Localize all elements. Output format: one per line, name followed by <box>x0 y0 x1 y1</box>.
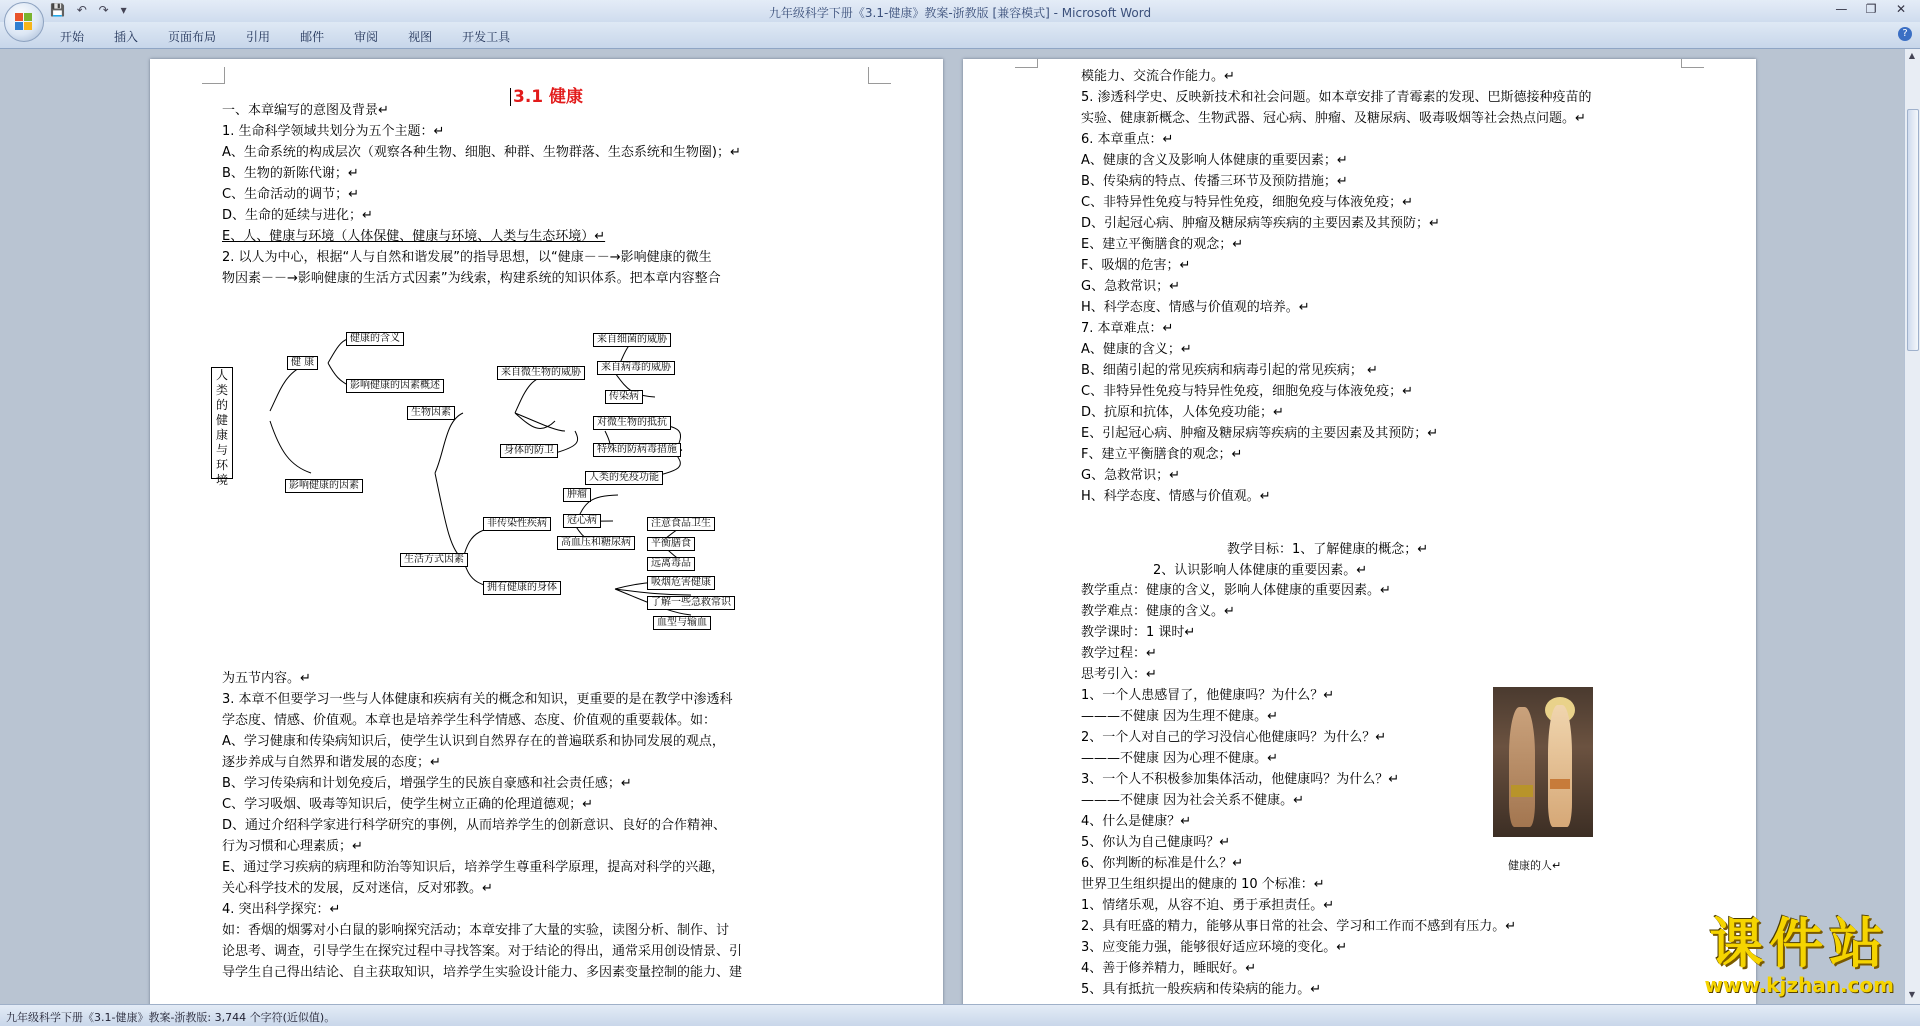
site-watermark <box>1704 912 1894 997</box>
text-line: C、生命活动的调节；↵ <box>222 187 359 202</box>
text-line: C、非特异性免疫与特异性免疫，细胞免疫与体液免疫；↵ <box>1081 195 1413 210</box>
text-line: D、抗原和抗体，人体免疫功能；↵ <box>1081 405 1284 420</box>
text-line: D、引起冠心病、肿瘤及糖尿病等疾病的主要因素及其预防；↵ <box>1081 216 1440 231</box>
window-title: 九年级科学下册《3.1-健康》教案-浙教版 [兼容模式] - Microsoft Word <box>768 6 1152 20</box>
mindmap-node: 人类的免疫功能 <box>585 471 663 485</box>
text-line: 6. 本章重点：↵ <box>1081 132 1174 147</box>
mindmap-node: 来自病毒的威胁 <box>597 361 675 375</box>
ribbon-tabs-bar <box>0 22 1920 49</box>
text-line: 一、本章编写的意图及背景↵ <box>222 103 389 118</box>
save-icon[interactable]: 💾 <box>50 3 65 17</box>
mindmap-node: 身体的防卫 <box>500 444 558 458</box>
page-title <box>510 82 583 107</box>
text-line: ———不健康 因为心理不健康。↵ <box>1081 751 1279 766</box>
ribbon-tab[interactable]: 插入 <box>114 30 139 44</box>
mindmap-node: 血型与输血 <box>653 616 711 630</box>
restore-icon[interactable]: ❐ <box>1865 2 1877 16</box>
text-line: 4. 突出科学探究：↵ <box>222 902 341 917</box>
scroll-down-icon[interactable]: ▼ <box>1908 990 1916 999</box>
mindmap-node: 生活方式因素 <box>400 553 468 567</box>
mindmap-node: 来自细菌的威胁 <box>593 333 671 347</box>
text-line: 1、情绪乐观，从容不迫、勇于承担责任。↵ <box>1081 898 1335 913</box>
teaching-goal-2: 2、认识影响人体健康的重要因素。↵ <box>1153 563 1368 578</box>
text-line: H、科学态度、情感与价值观的培养。↵ <box>1081 300 1310 315</box>
text-line: E、建立平衡膳食的观念；↵ <box>1081 237 1244 252</box>
text-line: 5. 渗透科学史、反映新技术和社会问题。如本章安排了青霉素的发现、巴斯德接种疫苗的 <box>1081 90 1592 105</box>
document-area <box>0 49 1905 1004</box>
mindmap-node: 高血压和糖尿病 <box>557 536 635 550</box>
text-line: 行为习惯和心理素质；↵ <box>222 839 363 854</box>
mindmap-node: 特殊的防病毒措施 <box>593 443 681 457</box>
text-line: 2. 以人为中心，根据“人与自然和谐发展”的指导思想，以“健康－－→影响健康的微生 <box>222 250 712 265</box>
text-line: 逐步养成与自然界和谐发展的态度；↵ <box>222 755 441 770</box>
office-logo-icon <box>15 13 33 31</box>
mindmap-node: 冠心病 <box>563 514 601 528</box>
ribbon-tab[interactable]: 邮件 <box>300 30 325 44</box>
mindmap-node: 拥有健康的身体 <box>483 581 561 595</box>
scroll-thumb[interactable] <box>1907 109 1919 351</box>
text-line: 4、善于修养精力，睡眠好。↵ <box>1081 961 1257 976</box>
text-line: 2、一个人对自己的学习没信心他健康吗？为什么？↵ <box>1081 730 1387 745</box>
text-line: A、学习健康和传染病知识后，使学生认识到自然界存在的普遍联系和协同发展的观点， <box>222 734 725 749</box>
ribbon-tab[interactable]: 开发工具 <box>462 30 511 44</box>
text-line: B、细菌引起的常见疾病和病毒引起的常见疾病； ↵ <box>1081 363 1378 378</box>
mindmap-node: 吸烟危害健康 <box>647 576 715 590</box>
document-page-left <box>150 59 943 1004</box>
mindmap-node: 远离毒品 <box>647 557 695 571</box>
text-line: G、急救常识；↵ <box>1081 279 1180 294</box>
text-line: 3. 本章不但要学习一些与人体健康和疾病有关的概念和知识，更重要的是在教学中渗透科 <box>222 692 733 707</box>
text-line: A、健康的含义；↵ <box>1081 342 1192 357</box>
text-line: A、健康的含义及影响人体健康的重要因素；↵ <box>1081 153 1348 168</box>
text-line: C、学习吸烟、吸毒等知识后，使学生树立正确的伦理道德观；↵ <box>222 797 593 812</box>
watermark-url: www.kjzhan.com <box>1704 973 1894 997</box>
text-line: 为五节内容。↵ <box>222 671 311 686</box>
mindmap-node: 注意食品卫生 <box>647 517 715 531</box>
text-line: D、生命的延续与进化；↵ <box>222 208 373 223</box>
mindmap-node: 生物因素 <box>407 406 455 420</box>
mindmap-node: 健康的含义 <box>346 332 404 346</box>
text-line: D、通过介绍科学家进行科学研究的事例，从而培养学生的创新意识、良好的合作精神、 <box>222 818 727 833</box>
text-line: 实验、健康新概念、生物武器、冠心病、肿瘤、及糖尿病、吸毒吸烟等社会热点问题。↵ <box>1081 111 1586 126</box>
text-line: B、生物的新陈代谢；↵ <box>222 166 359 181</box>
status-bar <box>0 1004 1920 1026</box>
text-line: 6、你判断的标准是什么？↵ <box>1081 856 1244 871</box>
undo-icon[interactable]: ↶ <box>76 3 87 17</box>
document-page-right <box>963 59 1756 1004</box>
ribbon-tab[interactable]: 开始 <box>60 30 85 44</box>
mind-map <box>205 331 845 646</box>
ribbon-tab[interactable]: 审阅 <box>354 30 379 44</box>
text-line: A、生命系统的构成层次（观察各种生物、细胞、种群、生物群落、生态系统和生物圈)；↵ <box>222 145 741 160</box>
text-line: E、引起冠心病、肿瘤及糖尿病等疾病的主要因素及其预防；↵ <box>1081 426 1439 441</box>
text-line: B、传染病的特点、传播三环节及预防措施；↵ <box>1081 174 1348 189</box>
mindmap-node: 平衡膳食 <box>647 537 695 551</box>
text-line: 教学重点：健康的含义，影响人体健康的重要因素。↵ <box>1081 583 1391 598</box>
text-line: 论思考、调查，引导学生在探究过程中寻找答案。对于结论的得出，通常采用创设情景、引 <box>222 944 743 959</box>
text-line: 1. 生命科学领域共划分为五个主题：↵ <box>222 124 445 139</box>
text-line: 4、什么是健康？↵ <box>1081 814 1192 829</box>
text-line: 1、一个人患感冒了，他健康吗？为什么？↵ <box>1081 688 1335 703</box>
mindmap-node: 了解一些急救常识 <box>647 596 735 610</box>
mindmap-node: 非传染性疾病 <box>483 517 551 531</box>
text-line: 3、应变能力强，能够很好适应环境的变化。↵ <box>1081 940 1348 955</box>
mindmap-node: 传染病 <box>605 390 643 404</box>
mindmap-node: 来自微生物的威胁 <box>497 366 585 380</box>
minimize-icon[interactable]: — <box>1835 2 1848 16</box>
mindmap-node: 健 康 <box>287 356 318 370</box>
text-line: 5、具有抵抗一般疾病和传染病的能力。↵ <box>1081 982 1322 997</box>
customize-qat-icon[interactable]: ▾ <box>120 3 127 17</box>
healthy-people-image <box>1493 687 1593 837</box>
close-icon[interactable]: ✕ <box>1895 2 1907 16</box>
text-line: 教学课时：1 课时↵ <box>1081 625 1196 640</box>
text-line: 模能力、交流合作能力。↵ <box>1081 69 1235 84</box>
vertical-scrollbar[interactable] <box>1904 49 1920 1004</box>
mindmap-node: 肿瘤 <box>563 488 591 502</box>
text-line: E、通过学习疾病的病理和防治等知识后，培养学生尊重科学原理，提高对科学的兴趣， <box>222 860 725 875</box>
text-line: 5、你认为自己健康吗？↵ <box>1081 835 1231 850</box>
text-line: G、急救常识；↵ <box>1081 468 1180 483</box>
text-line: F、建立平衡膳食的观念；↵ <box>1081 447 1243 462</box>
text-line: 导学生自己得出结论、自主获取知识，培养学生实验设计能力、多因素变量控制的能力、建 <box>222 965 743 980</box>
watermark-brand: 课件站 <box>1709 912 1890 975</box>
text-line: 思考引入：↵ <box>1081 667 1157 682</box>
mindmap-node: 对微生物的抵抗 <box>593 416 671 430</box>
mindmap-node: 影响健康的因素 <box>285 479 363 493</box>
text-line: 2、具有旺盛的精力，能够从事日常的社会、学习和工作而不感到有压力。↵ <box>1081 919 1517 934</box>
window-controls <box>1828 2 1914 16</box>
text-line: B、学习传染病和计划免疫后，增强学生的民族自豪感和社会责任感；↵ <box>222 776 632 791</box>
text-line: 关心科学技术的发展，反对迷信，反对邪教。↵ <box>222 881 493 896</box>
mindmap-root: 人类的健康与环境 <box>211 367 233 479</box>
image-caption: 健康的人↵ <box>1508 859 1562 872</box>
text-line: 3、一个人不积极参加集体活动，他健康吗？为什么？↵ <box>1081 772 1400 787</box>
office-button[interactable] <box>4 2 44 42</box>
title-bar <box>0 0 1920 22</box>
text-line: 教学难点：健康的含义。↵ <box>1081 604 1235 619</box>
text-line: ———不健康 因为社会关系不健康。↵ <box>1081 793 1305 808</box>
text-line: 如：香烟的烟雾对小白鼠的影响探究活动；本章安排了大量的实验，读图分析、制作、讨 <box>222 923 730 938</box>
text-line: 7. 本章难点：↵ <box>1081 321 1174 336</box>
ribbon-tabs <box>60 28 540 45</box>
status-text: 九年级科学下册《3.1-健康》教案-浙教版: 3,744 个字符(近似值)。 <box>6 1011 336 1024</box>
mindmap-node: 影响健康的因素概述 <box>346 379 444 393</box>
text-line: E、人、健康与环境（人体保健、健康与环境、人类与生态环境）↵ <box>222 229 606 244</box>
text-cursor <box>510 88 511 106</box>
text-line: 世界卫生组织提出的健康的 10 个标准：↵ <box>1081 877 1325 892</box>
help-icon[interactable]: ? <box>1898 27 1912 41</box>
text-line: 物因素－－→影响健康的生活方式因素”为线索，构建系统的知识体系。把本章内容整合 <box>222 271 721 286</box>
ribbon-tab[interactable]: 页面布局 <box>168 30 217 44</box>
scroll-up-icon[interactable]: ▲ <box>1908 51 1916 60</box>
text-line: 教学过程：↵ <box>1081 646 1157 661</box>
text-line: F、吸烟的危害；↵ <box>1081 258 1191 273</box>
text-line: 学态度、情感、价值观。本章也是培养学生科学情感、态度、价值观的重要载体。如： <box>222 713 717 728</box>
text-line: H、科学态度、情感与价值观。↵ <box>1081 489 1271 504</box>
ribbon-tab[interactable]: 视图 <box>408 30 433 44</box>
title-text: 3.1 健康 <box>513 87 584 107</box>
teaching-goal-1: 教学目标：1、了解健康的概念；↵ <box>1227 542 1429 557</box>
text-line: C、非特异性免疫与特异性免疫，细胞免疫与体液免疫；↵ <box>1081 384 1413 399</box>
ribbon-tab[interactable]: 引用 <box>246 30 271 44</box>
redo-icon[interactable]: ↷ <box>98 3 109 17</box>
text-line: ———不健康 因为生理不健康。↵ <box>1081 709 1279 724</box>
